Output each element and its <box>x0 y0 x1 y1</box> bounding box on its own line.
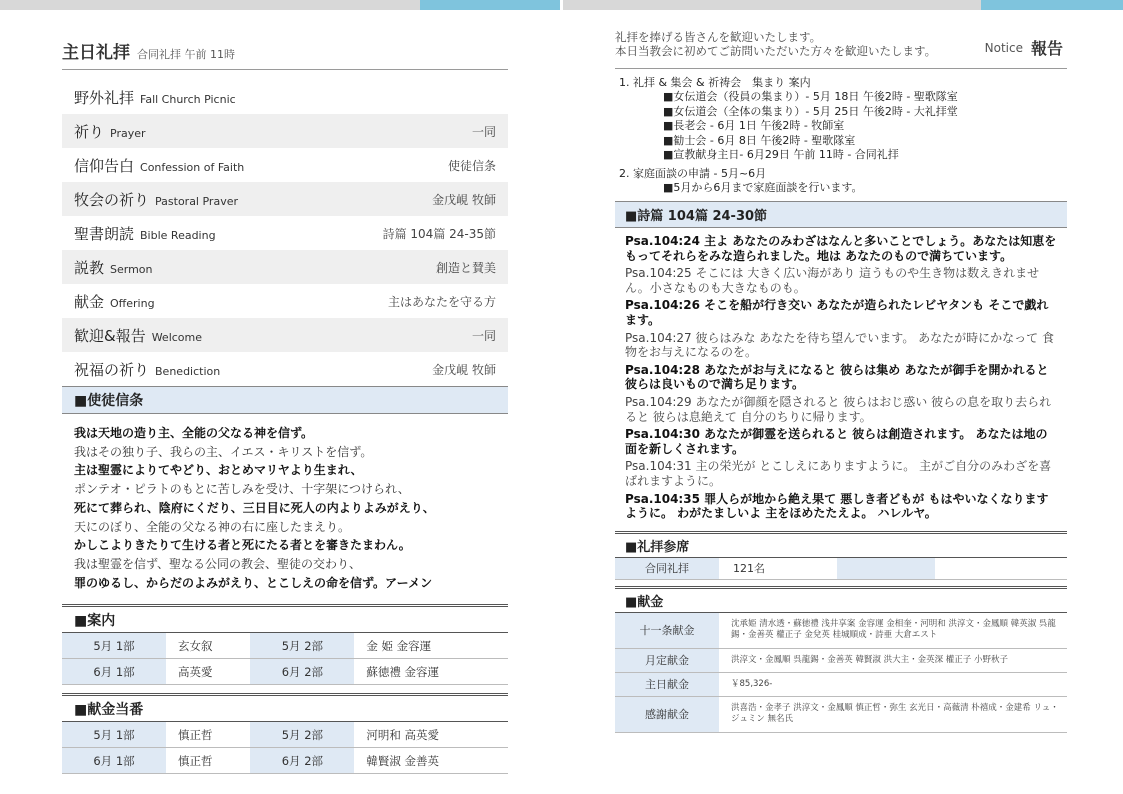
table-header-cell: 6月 2部 <box>250 659 354 685</box>
order-item-en: Bible Reading <box>140 228 216 242</box>
psalm-verse: Psa.104:25 そこには 大きく広い海があり 這うものや生き物は数えきれません。小さなものも大きなものも。 <box>625 266 1040 295</box>
offering-names: 沈承姫 清水透・蘇徳禮 浅井享案 金容運 金相奎・河明和 洪淳文・金鳳順 韓英淑 呉龍錫・金善英 權正子 金兌英 桂城順成・詩亜 大倉エスト <box>719 612 1067 648</box>
creed-line: 我は天地の造り主、全能の父なる神を信ず。 <box>74 426 314 440</box>
creed-line: 我はその独り子、我らの主、イエス・キリストを信ず。 <box>74 444 373 459</box>
top-bar-right-blue <box>981 0 1123 10</box>
right-page <box>615 10 1067 794</box>
order-item <box>74 359 220 380</box>
table-row <box>62 659 508 685</box>
order-row <box>62 318 508 352</box>
page-subtitle: 合同礼拝 午前 11時 <box>137 48 235 61</box>
order-item <box>74 223 216 244</box>
offering-duty-table <box>62 721 508 774</box>
order-item-leader: 金戊峴 牧師 <box>432 192 496 207</box>
welcome-line-2: 本日当教会に初めてご訪問いただいた方々を歓迎いたします。 <box>615 44 937 58</box>
announcement-item: ■5月から6月まで家庭面談を行います。 <box>663 180 863 194</box>
order-item-leader: 金戊峴 牧師 <box>432 362 496 377</box>
order-row <box>62 114 508 148</box>
psalm-verse: Psa.104:30 あなたが御霊を送られると 彼らは創造されます。 あなたは地の面を新しくされます。 <box>625 427 1048 456</box>
welcome-block <box>615 30 1067 60</box>
table-value-cell: 慎正哲 <box>166 748 250 774</box>
table-header-cell: 5月 2部 <box>250 633 354 659</box>
table-row <box>615 696 1067 732</box>
order-item <box>74 189 238 210</box>
order-item-en: Offering <box>110 296 155 310</box>
announcement-item: ■宣教献身主日- 6月29日 午前 11時 - 合同礼拝 <box>663 148 899 161</box>
top-bar-left-blue <box>420 0 560 10</box>
attendance-section-title: ■礼拝参席 <box>615 531 1067 557</box>
offering-duty-section-title: ■献金当番 <box>62 693 508 721</box>
order-item-leader: 主はあなたを守る方 <box>387 294 496 309</box>
offering-names: 洪淳文・金鳳順 呉龍錫・金善英 韓賢淑 洪大主・金英深 權正子 小野秋子 <box>719 648 1067 672</box>
order-item-leader: 一同 <box>471 328 496 343</box>
table-header-cell: 5月 1部 <box>62 722 166 748</box>
offering-table <box>615 612 1067 733</box>
table-header-cell: 5月 1部 <box>62 633 166 659</box>
announcement-1-title: 1. 礼拝 & 集会 & 祈祷会 集まり 案内 <box>619 76 811 89</box>
page-title: 主日礼拝 <box>62 43 130 63</box>
order-item-ja: 説教 <box>74 258 105 277</box>
notice-label-ja: 報告 <box>1030 39 1063 58</box>
top-bar-right-grey <box>563 0 981 10</box>
offering-section-title: ■献金 <box>615 586 1067 612</box>
offering-names: ￥85,326- <box>719 672 1067 696</box>
offering-label: 主日献金 <box>615 672 719 696</box>
order-item-ja: 祈り <box>74 122 105 141</box>
creed-section-title: ■使徒信条 <box>62 386 508 414</box>
order-row <box>62 284 508 318</box>
table-value-cell: 玄女叙 <box>166 633 250 659</box>
psalm-verse: Psa.104:31 主の栄光が とこしえにありますように。 主がご自分のみわざを喜ばれますように。 <box>625 459 1052 488</box>
creed-line: 天にのぼり、全能の父なる神の右に座したまえり。 <box>74 519 351 534</box>
announcement-2-items <box>619 181 1063 196</box>
top-bar-left-grey <box>0 0 420 10</box>
order-row <box>62 352 508 386</box>
psalm-section-title: ■詩篇 104篇 24-30節 <box>615 201 1067 228</box>
table-header-cell: 6月 2部 <box>250 748 354 774</box>
order-row <box>62 250 508 284</box>
offering-label: 感謝献金 <box>615 696 719 732</box>
offering-label: 月定献金 <box>615 648 719 672</box>
table-value-cell: 蘇徳禮 金容運 <box>354 659 508 685</box>
announcements <box>615 69 1067 195</box>
table-row <box>615 648 1067 672</box>
table-row <box>62 633 508 659</box>
order-item-leader: 詩篇 104篇 24-35節 <box>382 226 496 241</box>
order-item <box>74 87 236 108</box>
psalm-verse: Psa.104:28 あなたがお与えになると 彼らは集め あなたが御手を開かれると 彼らは良いもので満ち足ります。 <box>625 362 1049 392</box>
announcement-1-items <box>619 90 1063 163</box>
order-item-en: Sermon <box>110 262 153 276</box>
order-item-leader: 使徒信条 <box>447 158 496 173</box>
table-value-cell: 韓賢淑 金善英 <box>354 748 508 774</box>
order-item-en: Confession of Faith <box>140 160 245 174</box>
order-item-en: Pastoral Praver <box>155 194 238 208</box>
announcement-2-title: 2. 家庭面談の申請 - 5月~6月 <box>619 166 767 180</box>
guide-section-title: ■案内 <box>62 604 508 632</box>
table-row <box>615 557 1067 579</box>
creed-line: ポンテオ・ピラトのもとに苦しみを受け、十字架につけられ、 <box>74 482 410 497</box>
creed-line: 主は聖霊によりてやどり、おとめマリヤより生まれ、 <box>74 463 363 478</box>
attendance-value: 121名 <box>719 557 837 579</box>
welcome-line-1: 礼拝を捧げる皆さんを歓迎いたします。 <box>615 30 822 44</box>
order-item-en: Prayer <box>110 126 146 140</box>
order-item <box>74 121 146 142</box>
guide-table <box>62 632 508 685</box>
order-item <box>74 155 244 176</box>
order-item-ja: 歓迎&報告 <box>74 326 146 345</box>
order-item-en: Welcome <box>151 330 203 344</box>
worship-header <box>62 42 508 70</box>
order-item <box>74 291 155 312</box>
order-row <box>62 148 508 182</box>
left-page <box>62 10 508 794</box>
notice-label-en: Notice <box>984 41 1023 55</box>
psalm-verse: Psa.104:24 主よ あなたのみわざはなんと多いことでしょう。あなたは知恵をもってそれらをみな造られました。地は あなたのもので満ちています。 <box>625 234 1057 263</box>
offering-names: 洪喜浩・金孝子 洪淳文・金鳳順 慎正哲・弥生 玄光日・高薇清 朴禧成・金建希 リュ・ジュミン 無名氏 <box>719 696 1067 732</box>
table-header-cell: 6月 1部 <box>62 659 166 685</box>
psalm-verse: Psa.104:27 彼らはみな あなたを待ち望んでいます。 あなたが時にかなって 食物をお与えになるのを。 <box>625 330 1054 360</box>
notice-heading <box>985 41 1063 56</box>
table-row <box>615 672 1067 696</box>
psalm-verse: Psa.104:29 あなたが御顔を隠されると 彼らはおじ惑い 彼らの息を取り去られると 彼らは息絶えて 自分のちりに帰ります。 <box>625 394 1052 424</box>
creed-line: 我は聖霊を信ず、聖なる公同の教会、聖徒の交わり、 <box>74 556 362 571</box>
table-value-cell: 慎正哲 <box>166 722 250 748</box>
creed-line: 死にて葬られ、陰府にくだり、三日目に死人の内よりよみがえり、 <box>74 500 435 515</box>
announcement-item: ■女伝道会（役員の集まり）- 5月 18日 午後2時 - 聖歌隊室 <box>663 90 958 103</box>
table-row <box>62 748 508 774</box>
psalm-verses <box>615 228 1067 521</box>
table-value-cell: 河明和 高英愛 <box>354 722 508 748</box>
order-row <box>62 216 508 250</box>
offering-label: 十一条献金 <box>615 612 719 648</box>
order-item-ja: 聖書朗読 <box>74 224 135 243</box>
attendance-table <box>615 557 1067 580</box>
announcement-item: ■長老会 - 6月 1日 午後2時 - 牧師室 <box>663 119 845 132</box>
order-row <box>62 80 508 114</box>
table-header-cell: 6月 1部 <box>62 748 166 774</box>
attendance-label: 合同礼拝 <box>615 557 719 579</box>
table-row <box>615 612 1067 648</box>
psalm-verse: Psa.104:35 罪人らが地から絶え果て 悪しき者どもが もはやいなくなりますように。 わがたましいよ 主をほめたたえよ。 ハレルヤ。 <box>625 491 1049 521</box>
attendance-blank-cell <box>837 557 935 579</box>
order-item-ja: 信仰告白 <box>74 156 135 175</box>
order-item <box>74 325 202 346</box>
order-item-en: Fall Church Picnic <box>140 92 236 106</box>
psalm-verse: Psa.104:26 そこを船が行き交い あなたが造られたレビヤタンも そこで戯れます。 <box>625 298 1049 327</box>
table-value-cell: 高英愛 <box>166 659 250 685</box>
table-value-cell: 金 姫 金容運 <box>354 633 508 659</box>
order-item <box>74 257 153 278</box>
attendance-empty-cell <box>935 557 1067 579</box>
order-item-ja: 野外礼拝 <box>74 88 135 107</box>
order-row <box>62 182 508 216</box>
order-item-leader: 一同 <box>471 124 496 139</box>
order-of-worship <box>62 80 508 386</box>
order-item-en: Benediction <box>155 364 221 378</box>
order-item-ja: 牧会の祈り <box>74 190 150 209</box>
order-item-ja: 献金 <box>74 292 105 311</box>
creed-line: かしこよりきたりて生ける者と死にたる者とを審きたまわん。 <box>74 538 411 553</box>
order-item-leader: 創造と賛美 <box>435 260 496 275</box>
table-row <box>62 722 508 748</box>
apostles-creed <box>62 414 508 592</box>
announcement-item: ■勧士会 - 6月 8日 午後2時 - 聖歌隊室 <box>663 133 856 147</box>
table-header-cell: 5月 2部 <box>250 722 354 748</box>
announcement-item: ■女伝道会（全体の集まり）- 5月 25日 午後2時 - 大礼拝堂 <box>663 104 958 118</box>
order-item-ja: 祝福の祈り <box>74 360 150 379</box>
creed-line: 罪のゆるし、からだのよみがえり、とこしえの命を信ず。アーメン <box>74 575 433 590</box>
